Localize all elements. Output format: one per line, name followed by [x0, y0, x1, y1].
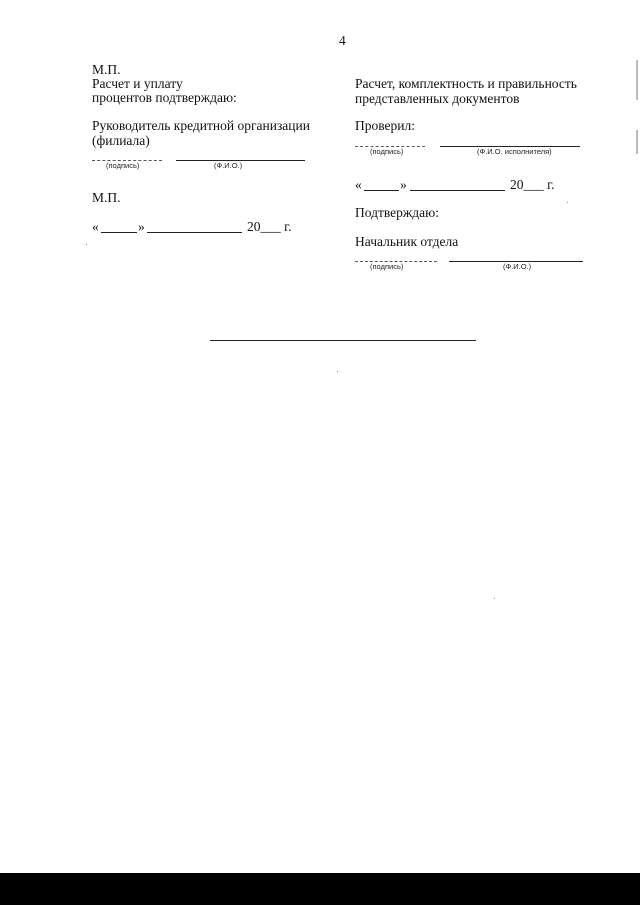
- scan-bottom-border: [0, 873, 640, 905]
- verification-title-line1: Расчет, комплектность и правильность: [355, 76, 577, 91]
- seal-mark-top: М.П.: [92, 62, 121, 77]
- department-head-label: Начальник отдела: [355, 234, 459, 249]
- scan-speck: [337, 371, 338, 372]
- approve-label: Подтверждаю:: [355, 205, 439, 220]
- page-number: 4: [339, 33, 346, 48]
- seal-mark-bottom: М.П.: [92, 190, 121, 205]
- fio-caption: (Ф.И.О.): [214, 161, 243, 170]
- fio-caption-2: (Ф.И.О.): [503, 262, 532, 271]
- head-title-line2: (филиала): [92, 133, 150, 148]
- scan-speck: [494, 598, 495, 599]
- head-title-line1: Руководитель кредитной организации: [92, 118, 310, 133]
- document-end-rule: [210, 340, 476, 341]
- signature-caption-2: (подпись): [370, 262, 404, 271]
- signature-caption: (подпись): [370, 147, 404, 156]
- fio-executor-caption: (Ф.И.О. исполнителя): [477, 147, 552, 156]
- checked-label: Проверил:: [355, 118, 415, 133]
- signature-caption: (подпись): [106, 161, 140, 170]
- scan-edge-mark: [636, 130, 638, 154]
- confirm-label-line1: Расчет и уплату: [92, 76, 183, 91]
- verification-title-line2: представленных документов: [355, 91, 520, 106]
- scan-edge-mark: [636, 60, 638, 100]
- confirm-label-line2: процентов подтверждаю:: [92, 90, 237, 105]
- scan-speck: [567, 202, 568, 203]
- scan-speck: [86, 244, 87, 245]
